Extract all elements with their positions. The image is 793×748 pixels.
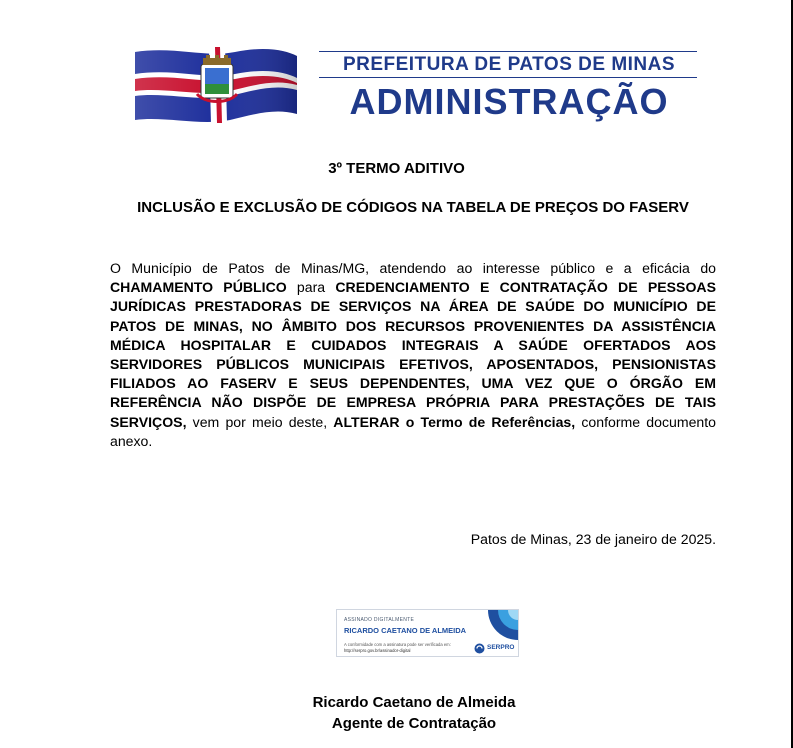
signature-name: RICARDO CAETANO DE ALMEIDA xyxy=(344,626,467,635)
department-name: ADMINISTRAÇÃO xyxy=(349,81,669,122)
body-ending: conforme documento anexo. xyxy=(110,413,716,449)
body-intro: O Município de Patos de Minas/MG, atendendo ao interesse público e a eficácia do xyxy=(110,260,716,276)
document-subtitle: INCLUSÃO E EXCLUSÃO DE CÓDIGOS NA TABELA DE PREÇOS DO FASERV xyxy=(137,199,689,216)
serpro-logo-icon xyxy=(474,643,485,654)
document-body xyxy=(110,259,716,451)
municipal-flag-icon xyxy=(135,44,297,124)
body-connector-2: vem por meio deste, xyxy=(192,413,328,430)
body-bold-object: CREDENCIAMENTO E CONTRATAÇÃO DE PESSOAS JURÍDICAS PRESTADORAS DE SERVIÇOS NA ÁREA DE SAÚDE DO MUNICÍPIO DE PATOS DE MINAS, NO ÂMBITO DOS RECURSOS PROVENIENTES DA ASSISTÊNCIA MÉDICA HOSPITALAR E CUIDADOS INTEGRAIS A SAÚDE OFERTADOS AOS SERVIDORES PÚBLICOS MUNICIPAIS EFETIVOS, APOSENTADOS, PENSIONISTAS FILIADOS AO FASERV E SEUS DEPENDENTES, UMA VEZ QUE O ÓRGÃO EM REFERÊNCIA NÃO DISPÕE DE EMPRESA PRÓPRIA PARA PRESTAÇÕES DE TAIS SERVIÇOS, xyxy=(110,279,716,430)
header-rule-bottom xyxy=(319,77,697,78)
signer-role: Agente de Contratação xyxy=(331,715,497,732)
body-bold-alterar: ALTERAR o Termo de Referências, xyxy=(333,413,576,430)
serpro-brand: SERPRO xyxy=(487,644,515,651)
org-name: PREFEITURA DE PATOS DE MINAS xyxy=(342,54,676,75)
signer-name: Ricardo Caetano de Almeida xyxy=(312,694,516,711)
letterhead xyxy=(135,44,700,126)
digital-signature-stamp[interactable] xyxy=(336,609,519,657)
signature-verify-text: A conformidade com a assinatura pode ser verificada em: xyxy=(344,642,451,647)
header-rule-top xyxy=(319,51,697,52)
signature-verify-url[interactable]: http://serpro.gov.br/assinador-digital xyxy=(344,648,411,653)
document-title: 3º TERMO ADITIVO xyxy=(328,160,465,177)
body-connector: para xyxy=(296,279,326,296)
signature-label: ASSINADO DIGITALMENTE xyxy=(344,617,415,623)
document-date: Patos de Minas, 23 de janeiro de 2025. xyxy=(470,531,716,547)
body-bold-chamamento: CHAMAMENTO PÚBLICO xyxy=(110,279,287,296)
